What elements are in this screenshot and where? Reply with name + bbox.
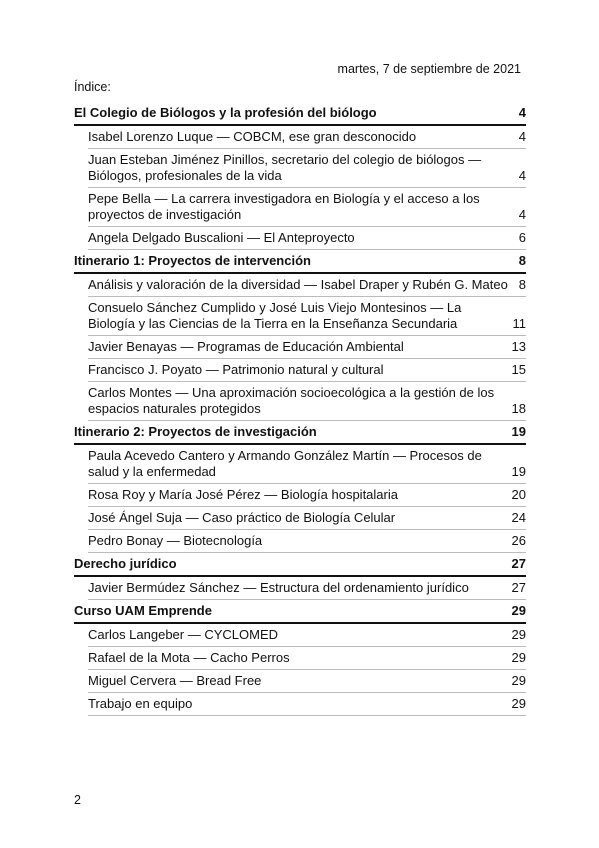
entry-title: Trabajo en equipo: [88, 696, 193, 711]
toc-entry[interactable]: [88, 484, 526, 507]
entry-title: Carlos Montes — Una aproximación socioecológica a la gestión de los espacios naturales protegidos: [88, 385, 495, 416]
entry-title: Consuelo Sánchez Cumplido y José Luis Viejo Montesinos — La Biología y las Ciencias de la Tierra en la Enseñanza Secundaria: [88, 300, 462, 331]
entry-page-number: 27: [511, 580, 526, 595]
toc-entry[interactable]: [88, 274, 526, 297]
toc-entry[interactable]: [88, 126, 526, 149]
entry-title: Pedro Bonay — Biotecnología: [88, 533, 263, 548]
entry-title: Javier Benayas — Programas de Educación Ambiental: [88, 339, 404, 354]
entry-title: Rosa Roy y María José Pérez — Biología hospitalaria: [88, 487, 398, 502]
toc-entry[interactable]: [88, 359, 526, 382]
table-of-contents: [74, 102, 526, 716]
entry-title: Carlos Langeber — CYCLOMED: [88, 627, 279, 642]
entry-title: Javier Bermúdez Sánchez — Estructura del ordenamiento jurídico: [88, 580, 469, 595]
toc-entry[interactable]: [88, 188, 526, 227]
document-date: martes, 7 de septiembre de 2021: [337, 62, 521, 76]
section-title: Derecho jurídico: [74, 556, 177, 571]
toc-entry[interactable]: [88, 647, 526, 670]
entry-title: Francisco J. Poyato — Patrimonio natural y cultural: [88, 362, 384, 377]
entry-page-number: 4: [518, 207, 526, 222]
section-page-number: 4: [518, 105, 526, 120]
toc-entry[interactable]: [88, 530, 526, 553]
entry-page-number: 4: [518, 168, 526, 183]
entry-title: Angela Delgado Buscalioni — El Anteproyecto: [88, 230, 355, 245]
toc-entry[interactable]: [88, 577, 526, 600]
entry-page-number: 29: [511, 673, 526, 688]
entry-title: Isabel Lorenzo Luque — COBCM, ese gran desconocido: [88, 129, 417, 144]
entry-page-number: 6: [518, 230, 526, 245]
toc-entry[interactable]: [88, 382, 526, 421]
toc-section-heading[interactable]: [74, 421, 526, 445]
toc-entry[interactable]: [88, 445, 526, 484]
section-page-number: 19: [511, 424, 526, 439]
index-label: Índice:: [74, 80, 111, 94]
entry-title: Juan Esteban Jiménez Pinillos, secretario del colegio de biólogos — Biólogos, profesionales de la vida: [88, 152, 482, 183]
entry-page-number: 8: [518, 277, 526, 292]
toc-section-heading[interactable]: [74, 553, 526, 577]
entry-title: Rafael de la Mota — Cacho Perros: [88, 650, 290, 665]
toc-section-heading[interactable]: [74, 102, 526, 126]
toc-section-heading[interactable]: [74, 250, 526, 274]
toc-entry[interactable]: [88, 149, 526, 188]
entry-page-number: 20: [511, 487, 526, 502]
section-page-number: 29: [511, 603, 526, 618]
toc-section-heading[interactable]: [74, 600, 526, 624]
entry-title: Pepe Bella — La carrera investigadora en Biología y el acceso a los proyectos de investigación: [88, 191, 480, 222]
section-title: Itinerario 2: Proyectos de investigación: [74, 424, 317, 439]
entry-page-number: 26: [511, 533, 526, 548]
entry-page-number: 18: [511, 401, 526, 416]
entry-title: José Ángel Suja — Caso práctico de Biología Celular: [88, 510, 396, 525]
entry-title: Análisis y valoración de la diversidad — Isabel Draper y Rubén G. Mateo: [88, 277, 508, 292]
page-number: 2: [74, 793, 81, 807]
section-title: El Colegio de Biólogos y la profesión del biólogo: [74, 105, 377, 120]
toc-entry[interactable]: [88, 336, 526, 359]
section-page-number: 8: [518, 253, 526, 268]
section-title: Curso UAM Emprende: [74, 603, 212, 618]
section-title: Itinerario 1: Proyectos de intervención: [74, 253, 311, 268]
entry-page-number: 15: [511, 362, 526, 377]
entry-page-number: 24: [511, 510, 526, 525]
section-page-number: 27: [511, 556, 526, 571]
toc-entry[interactable]: [88, 624, 526, 647]
entry-page-number: 19: [511, 464, 526, 479]
toc-entry[interactable]: [88, 670, 526, 693]
toc-entry[interactable]: [88, 507, 526, 530]
entry-page-number: 29: [511, 650, 526, 665]
entry-page-number: 29: [511, 696, 526, 711]
entry-title: Miguel Cervera — Bread Free: [88, 673, 262, 688]
toc-entry[interactable]: [88, 693, 526, 716]
toc-entry[interactable]: [88, 227, 526, 250]
entry-page-number: 13: [511, 339, 526, 354]
entry-page-number: 29: [511, 627, 526, 642]
entry-page-number: 4: [518, 129, 526, 144]
entry-title: Paula Acevedo Cantero y Armando González Martín — Procesos de salud y la enfermedad: [88, 448, 482, 479]
toc-entry[interactable]: [88, 297, 526, 336]
entry-page-number: 11: [512, 316, 526, 331]
